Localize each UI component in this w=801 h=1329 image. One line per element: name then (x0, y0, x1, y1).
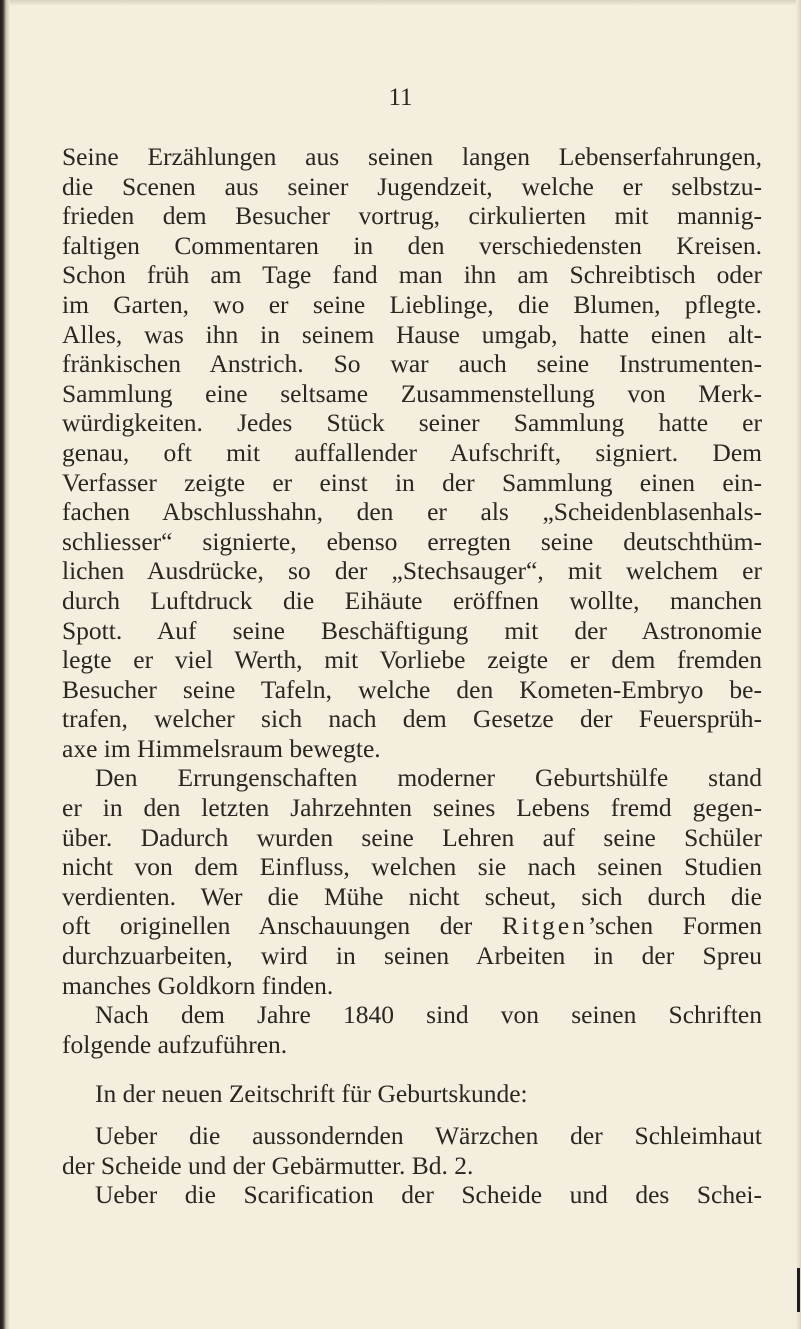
text-line: lichen Ausdrücke, so der „Stechsauger“, mit welchem er (62, 556, 762, 586)
page-binding-shadow (0, 0, 10, 1329)
text-line: die Scenen aus seiner Jugendzeit, welche er selbstzu- (62, 171, 762, 201)
text-line: Sammlung eine seltsame Zusammenstellung von Merk- (62, 378, 762, 408)
page-number: 11 (388, 84, 413, 111)
text-line: schliesser“ signierte, ebenso erregten seine deutschthüm- (62, 526, 762, 556)
text-line: nicht von dem Einfluss, welchen sie nach seinen Studien (62, 852, 762, 882)
text-line: Verfasser zeigte er einst in der Sammlung einen ein- (62, 467, 762, 497)
text-line: durch Luftdruck die Eihäute eröffnen wollte, manchen (62, 585, 762, 615)
text-line: im Garten, wo er seine Lieblinge, die Blumen, pflegte. (62, 289, 762, 319)
text-line: Den Errungenschaften moderner Geburtshülfe stand (95, 763, 762, 793)
page-edge-right (796, 0, 801, 1329)
text-line: faltigen Commentaren in den verschiedensten Kreisen. (62, 230, 762, 260)
text-line: würdigkeiten. Jedes Stück seiner Sammlung hatte er (62, 408, 762, 438)
text-line: Besucher seine Tafeln, welche den Kometen-Embryo be- (62, 674, 762, 704)
author-name-spaced: Ritgen (501, 911, 588, 941)
text-line: Nach dem Jahre 1840 sind von seinen Schriften (95, 1000, 762, 1030)
section-heading: In der neuen Zeitschrift für Geburtskunde: (95, 1079, 528, 1109)
text-line: Seine Erzählungen aus seinen langen Lebenserfahrungen, (62, 142, 762, 171)
text-line: genau, oft mit auffallender Aufschrift, signiert. Dem (62, 437, 762, 467)
text-line: fachen Abschlusshahn, den er als „Scheidenblasenhals- (62, 497, 762, 527)
text-line: er in den letzten Jahrzehnten seines Lebens fremd gegen- (62, 793, 762, 823)
text-line: Spott. Auf seine Beschäftigung mit der Astronomie (62, 615, 762, 645)
page-edge-top (0, 0, 801, 6)
text-line: folgende aufzuführen. (62, 1029, 288, 1059)
text-line: Schon früh am Tage fand man ihn am Schreibtisch oder (62, 260, 762, 290)
margin-mark (797, 1268, 800, 1312)
text-line: Ueber die aussondernden Wärzchen der Schleimhaut (95, 1121, 762, 1150)
text-line: fränkischen Anstrich. So war auch seine Instrumenten- (62, 349, 762, 379)
text-segment: ’schen Formen (587, 911, 762, 941)
text-line: der Scheide und der Gebärmutter. Bd. 2. (62, 1150, 474, 1180)
text-line: frieden dem Besucher vortrug, cirkulierten mit mannig- (62, 201, 762, 231)
text-line: trafen, welcher sich nach dem Gesetze der Feuersprüh- (62, 704, 762, 734)
text-line: axe im Himmelsraum bewegte. (62, 733, 381, 763)
text-line: verdienten. Wer die Mühe nicht scheut, sich durch die (62, 881, 762, 911)
body-text (62, 142, 762, 1210)
text-line: über. Dadurch wurden seine Lehren auf seine Schüler (62, 822, 762, 852)
text-segment: oft originellen Anschauungen der (62, 911, 473, 941)
text-line: Alles, was ihn in seinem Hause umgab, hatte einen alt- (62, 319, 762, 349)
text-line: manches Goldkorn finden. (62, 970, 334, 1000)
text-line (62, 911, 762, 941)
text-line: Ueber die Scarification der Scheide und des Schei- (95, 1180, 762, 1210)
text-line: durchzuarbeiten, wird in seinen Arbeiten in der Spreu (62, 941, 762, 971)
text-line: legte er viel Werth, mit Vorliebe zeigte er dem fremden (62, 645, 762, 675)
